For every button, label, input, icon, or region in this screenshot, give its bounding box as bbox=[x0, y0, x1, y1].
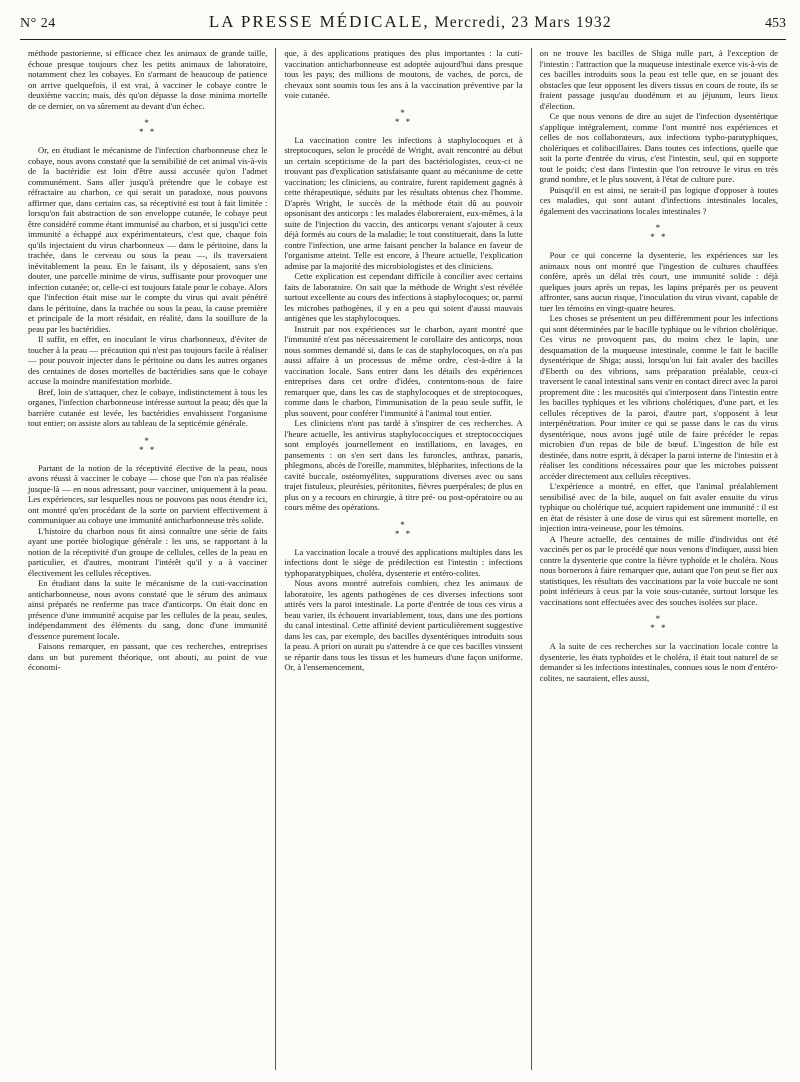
paragraph: Il suffit, en effet, en inoculant le virus charbonneux, d'éviter de toucher à la peau — précaution qui n'est pas toujours facile à réaliser — pour pouvoir injecter dans le péritoine ou dans les autres organes des centaines de doses mortelles de bactéridies sans que le cobaye accuse la moindre manifestation morbide. bbox=[28, 334, 268, 386]
text-column-middle bbox=[275, 48, 530, 1070]
paragraph: La vaccination locale a trouvé des applications multiples dans les infections dont le siège de prédilection est l'intestin : infections typhoparatyphiques, choléra, dysenterie et entéro-colites. bbox=[284, 546, 523, 578]
paragraph: Les choses se présentent un peu différemment pour les infections qui sont déterminées par le bacille typhique ou le vibrion cholérique. Ces virus ne provoquent pas, du moins chez le lapin, une desquamation de la muqueuse intestinale, comme le fait le bacille dysentérique de Shiga; aussi, lorsqu'on lui fait avaler des bacilles d'Eberth ou des vibrions, sans préparation préalable, ceux-ci traversent le canal intestinal sans venir en contact direct avec la paroi proprement dite : les mucosités qui s'interposent dans l'intestin entre les bacilles typhiques et les vibrions cholériques, d'une part, et les cellules réceptives de la paroi, d'autre part, s'opposent à leur interpénétration. Pour imiter ce qui se passe dans le cas du virus dysentérique, nous avons jugé utile de faire précéder le repas microbien d'un repas de bile de bœuf. L'ingestion de bile est destinée, dans notre esprit, à décaper la paroi interne de l'intestin et à réaliser les conditions nécessaires pour que les microbes puissent accéder directement aux cellules réceptives. bbox=[539, 313, 778, 481]
paragraph: Ce que nous venons de dire au sujet de l'infection dysentérique s'applique intégralement, comme l'ont montré nos expériences et celles de nos collaborateurs, aux infections typho-paratyphiques, cholériques et colibacillaires. Dans toutes ces infections, quelle que soit la porte d'entrée du virus, c'est l'intestin, seul, qui en supporte tout le poids; c'est dans l'intestin que l'on retrouve le virus en très grand nombre, et le plus souvent, à l'état de culture pure. bbox=[539, 111, 778, 184]
paragraph: méthode pastorienne, si efficace chez les animaux de grande taille, échoue presque toujours chez les petits animaux de laboratoire, notamment chez les cobayes. En s'armant de beaucoup de patience on arrive quelquefois, il est vrai, à vacciner le cobaye contre le deuxième vaccin; mais, dès qu'on dépasse la dose minima mortelle de ce dernier, on va sûrement au devant d'un échec. bbox=[28, 48, 268, 111]
paragraph: Partant de la notion de la réceptivité élective de la peau, nous avons réussi à vacciner le cobaye — chose que l'on n'a pas réalisée jusque-là — en nous adressant, pour vacciner, uniquement à la peau. Les expériences, sur lesquelles nous ne pouvons pas nous étendre ici, ont montré qu'en procédant de la sorte on parvient effectivement à communiquer au cobaye une immunité anticharbonneuse très solide. bbox=[28, 462, 268, 525]
paragraph: La vaccination contre les infections à staphylocoques et à streptocoques, selon le procédé de Wright, avait rencontré au début un certain scepticisme de la part des bactériologistes, ceux-ci ne trouvant pas d'explication satisfaisante quant au mécanisme de cette vaccination; les cliniciens, au contraire, furent rapidement gagnés à cette thérapeutique, séduits par les résultats obtenus chez l'homme. D'après Wright, le succès de la méthode était dû au pouvoir opsonisant des anticorps : les malades élaboreraient, eux-mêmes, à la suite de l'injection du vaccin, des anticorps venant s'ajouter à ceux déjà formés au cours de la maladie; le tout constituerait, dans la lutte contre l'infection, une arme faisant pencher la balance en faveur de l'organisme atteint. Telle est encore, à l'heure actuelle, l'explication admise par la majorité des microbiologistes et des cliniciens. bbox=[284, 134, 523, 271]
paragraph: Les cliniciens n'ont pas tardé à s'inspirer de ces recherches. A l'heure actuelle, les antivirus staphylococciques et streptococciques sont employés journellement en instillations, en lavages, en pansements : on s'en sert dans les furoncles, anthrax, panaris, phlegmons, abcès de l'oreille, mammites, blépharites, infections de la cavité buccale, ostéomyélites, suppurations diverses avec ou sans trajet fistuleux, pleurésies, péritonites, fièvres puerpérales; de plus en plus on y a recours en chirurgie, à titre pré- ou post-opératoire ou au cours même des opérations. bbox=[284, 418, 523, 512]
page-header bbox=[20, 0, 786, 40]
section-separator: * * * bbox=[394, 519, 413, 539]
paragraph: Bref, loin de s'attaquer, chez le cobaye, indistinctement à tous les organes, l'infection charbonneuse intéresse surtout la peau; dès que la barrière cutanée est levée, les bactéridies envahissent l'organisme tout entier; on assiste alors au tableau de la septicémie générale. bbox=[28, 386, 268, 428]
section-separator: * * * bbox=[650, 614, 668, 633]
paragraph: que, à des applications pratiques des plus importantes : la cuti-vaccination anticharbonneuse est adoptée aujourd'hui dans presque tous les pays; des millions de moutons, de vaches, de porcs, de chevaux sont soumis tous les ans à la vaccination préventive par la voie cutanée. bbox=[284, 48, 523, 100]
paragraph: Cette explication est cependant difficile à concilier avec certains faits de laboratoire. On sait que la méthode de Wright s'est révélée surtout excellente au cours des infections à staphylocoques; or, parmi les microbes pathogènes, il y en a peu qui soient d'aussi mauvais antigènes que les staphylocoques. bbox=[284, 271, 523, 323]
paragraph: Pour ce qui concerne la dysenterie, les expériences sur les animaux nous ont montré que l'ingestion de cultures chauffées confère, après un délai très court, une immunité solide : déjà quelques jours après un repas, les lapins préparés per os peuvent affronter, sans aucun risque, l'inoculation du virus vivant, capable de tuer les témoins en vingt-quatre heures. bbox=[539, 250, 778, 313]
issue-number: N° 24 bbox=[20, 16, 56, 31]
paragraph: A l'heure actuelle, des centaines de mille d'individus ont été vaccinés per os par le procédé que nous venons d'indiquer, aussi bien contre la dysenterie que contre la fièvre typhoïde et le choléra. Nous nous bornerons à faire remarquer que, autant que l'on peut se fier aux statistiques, les résultats des vaccinations par la voie buccale ne sont point inférieurs à ceux par la voie sous-cutanée, surtout lorsque les vaccinations sont effectuées avec des souches isolées sur place. bbox=[539, 533, 778, 607]
text-column-right bbox=[531, 48, 786, 1070]
paragraph: on ne trouve les bacilles de Shiga nulle part, à l'exception de l'intestin : l'attraction que la muqueuse intestinale exerce vis-à-vis de ces bacilles introduits sous la peau est telle que, en se jouant des obstacles que leur opposent les divers tissus en cours de route, ils se fraient passage jusqu'au duodénum et au jéjunum, leurs lieux d'élection. bbox=[539, 48, 778, 111]
journal-title: LA PRESSE MÉDICALE, bbox=[208, 12, 430, 31]
text-column-left bbox=[20, 48, 275, 1070]
section-separator: * * * bbox=[139, 435, 157, 455]
journal-masthead bbox=[209, 12, 612, 32]
paragraph: L'expérience a montré, en effet, que l'animal préalablement sensibilisé avec de la bile, auquel on fait avaler ensuite du virus typhique ou cholérique tué, acquiert rapidement une immunité : il est en état de résister à une dose de virus qui est sûrement mortelle, en injection intra-veineuse, pour les témoins. bbox=[539, 481, 778, 533]
paragraph: Nous avons montré autrefois combien, chez les animaux de laboratoire, les agents pathogènes de ces diverses infections sont attirés vers la paroi intestinale. La porte d'entrée de tous ces virus a beau varier, ils échouent invariablement, tous, dans une des portions du canal intestinal. Cette affinité devient particulièrement suggestive dans les cas, par exemple, des bacilles dysentériques introduits sous la peau. A priori on aurait pu s'attendre à ce que ces bacilles vinssent se répartir dans tous les tissus et les humeurs d'une façon uniforme. Or, à l'ensemencement, bbox=[284, 578, 523, 672]
section-separator: * * * bbox=[650, 223, 668, 242]
section-separator: * * * bbox=[139, 118, 157, 137]
issue-date: Mercredi, 23 Mars 1932 bbox=[434, 14, 612, 31]
paragraph: L'histoire du charbon nous fit ainsi connaître une série de faits ayant une portée biologique générale : les uns, se rapportant à la notion de la réceptivité d'un groupe de cellules, celles de la peau en particulier, et d'autres, montrant l'intérêt qu'il y a à vacciner électivement les cellules réceptives. bbox=[28, 525, 268, 578]
page-number: 453 bbox=[764, 16, 786, 31]
paragraph: Faisons remarquer, en passant, que ces recherches, entreprises dans un but purement théorique, ont abouti, au point de vue économi- bbox=[28, 641, 268, 672]
article-columns bbox=[20, 40, 786, 1070]
paragraph: En étudiant dans la suite le mécanisme de la cuti-vaccination anticharbonneuse, nous avons constaté que le sérum des animaux ainsi préparés ne renferme pas trace d'anticorps. On était donc en présence d'une immunité acquise par les cellules de la peau, seules, indépendamment des éléments du sang, donc d'une immunité d'essence purement locale. bbox=[28, 578, 268, 641]
paragraph: Instruit par nos expériences sur le charbon, ayant montré que l'immunité n'est pas nécessairement le corollaire des anticorps, nous nous sommes demandé si, dans le cas de staphylocoques, on n'a pas aussi affaire à un processus de même ordre, c'est-à-dire à la vaccination locale. Sans entrer dans les détails des expériences entreprises dans cet ordre d'idées, contentons-nous de faire remarquer que, dans les cas de staphylocoques et de streptocoques, comme dans le charbon, l'immunisation de la peau seule suffit, le plus souvent, pour conférer l'immunité à l'animal tout entier. bbox=[284, 323, 523, 418]
section-separator: * * * bbox=[394, 107, 413, 127]
paragraph: Or, en étudiant le mécanisme de l'infection charbonneuse chez le cobaye, nous avons constaté que la sensibilité de cet animal vis-à-vis de la bactéridie est loin d'être aussi accusée qu'on l'admet communément. Sans aller jusqu'à prétendre que le cobaye est réfractaire au charbon, ce qui serait un paradoxe, nous pouvons affirmer que, dans certains cas, sa réceptivité est tout à fait limitée : lorsqu'on fait abstraction de son enveloppe cutanée, le cobaye peut être considéré comme étant immunisé au charbon, et si jusqu'ici cette immunité a échappé aux expérimentateurs, c'est que, chaque fois qu'ils injectaient du virus charbonneux — dans le péritoine, dans la trachée, dans le cerveau ou sous la peau —, ils traversaient inévitablement la peau. En le faisant, ils y déposaient, sans s'en douter, une parcelle minime de virus, suffisante pour provoquer une infection cutanée; or, celle-ci est toujours fatale pour le cobaye. Alors que l'infection était mise sur le compte du virus qui avait pénétré dans le péritoine, dans la trachée ou sous la peau, la cause première et principale de la mort résidait, en réalité, dans la souillure de la peau par les bactéridies. bbox=[28, 145, 268, 334]
paragraph: A la suite de ces recherches sur la vaccination locale contre la dysenterie, les états typhoïdes et le choléra, il était tout naturel de se demander si les infections intestinales, connues sous le nom d'entéro-colites, ne sauraient, elles aussi, bbox=[539, 641, 778, 683]
paragraph: Puisqu'il en est ainsi, ne serait-il pas logique d'opposer à toutes ces maladies, qui sont autant d'infections intestinales locales, également des vaccinations locales intestinales ? bbox=[539, 184, 778, 216]
